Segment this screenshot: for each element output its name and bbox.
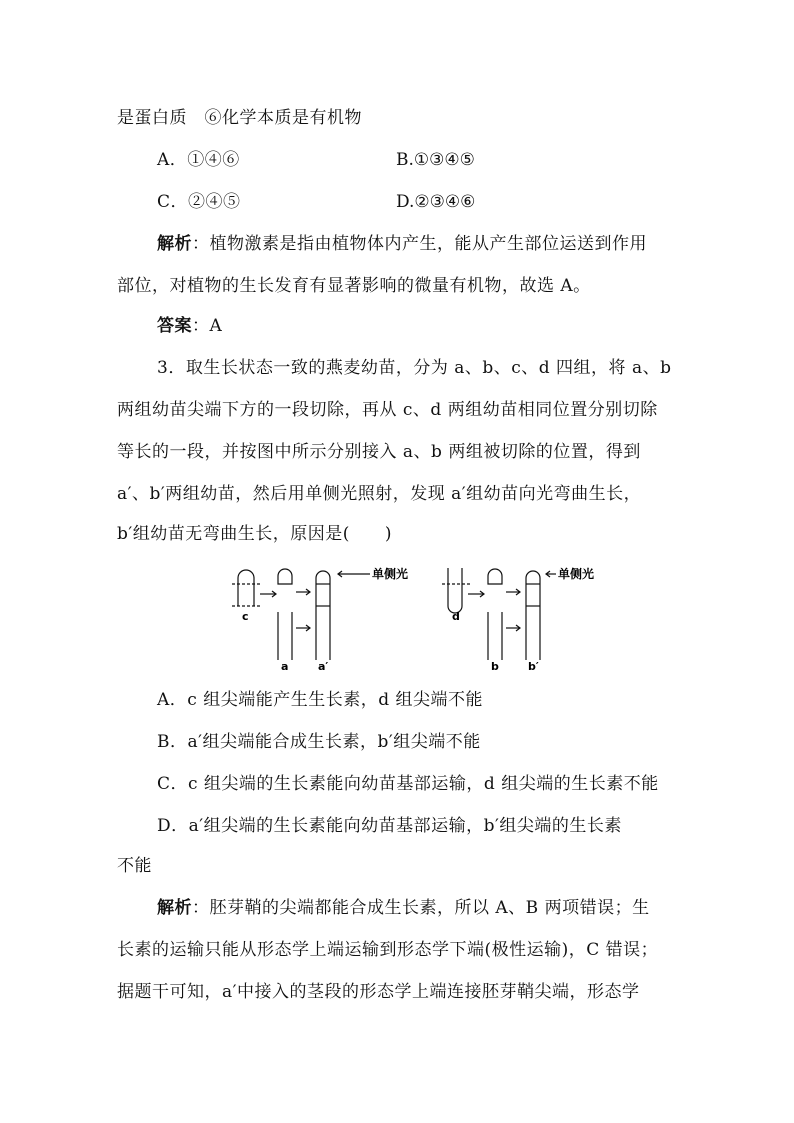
seedling-b: [488, 612, 502, 660]
answer-text: ：A: [192, 316, 223, 336]
analysis-label: 解析: [157, 898, 192, 918]
question3-stem-line: a′、b′两组幼苗，然后用单侧光照射，发现 a′组幼苗向光弯曲生长，: [117, 484, 642, 504]
tip-piece: [488, 569, 502, 584]
label-a-prime: a′: [318, 660, 329, 673]
option-b: B.①③④⑤: [396, 150, 475, 170]
answer-line: [157, 314, 222, 338]
light-label: 单侧光: [372, 567, 409, 581]
label-c: c: [242, 610, 249, 623]
experiment-diagram: [230, 562, 610, 672]
label-a: a: [281, 660, 289, 673]
analysis-text: ：胚芽鞘的尖端都能合成生长素，所以 A、B 两项错误；生: [192, 898, 650, 918]
option-c: C．②④⑤: [157, 192, 241, 212]
answer-label: 答案: [157, 316, 192, 336]
seedling-d: [448, 568, 462, 613]
question3-option-b: B．a′组尖端能合成生长素，b′组尖端不能: [157, 732, 481, 752]
seedling-c: [238, 570, 254, 606]
label-b-prime: b′: [528, 660, 539, 673]
question3-stem-line: b′组幼苗无弯曲生长，原因是( ): [117, 524, 393, 544]
question3-option-d-cont: 不能: [117, 856, 152, 876]
analysis-label: 解析: [157, 234, 192, 254]
analysis-paragraph: [157, 232, 647, 256]
analysis-line: 据题干可知，a′中接入的茎段的形态学上端连接胚芽鞘尖端，形态学: [117, 982, 640, 1002]
seedling-a: [278, 612, 292, 660]
option-a: A．①④⑥: [157, 150, 240, 170]
intro-line: 是蛋白质 ⑥化学本质是有机物: [117, 108, 362, 128]
label-d: d: [452, 610, 460, 623]
question3-analysis: [157, 896, 650, 920]
question3-option-d: D．a′组尖端的生长素能向幼苗基部运输，b′组尖端的生长素: [157, 816, 622, 836]
question3-stem-line: 两组幼苗尖端下方的一段切除，再从 c、d 两组幼苗相同位置分别切除: [117, 400, 658, 420]
question3-stem-line: 等长的一段，并按图中所示分别接入 a、b 两组被切除的位置，得到: [117, 442, 641, 462]
label-b: b: [491, 660, 499, 673]
tip-piece: [278, 569, 292, 584]
analysis-line: 长素的运输只能从形态学上端运输到形态学下端(极性运输)，C 错误；: [117, 940, 659, 960]
experiment-figure: [230, 562, 610, 672]
question3-option-c: C．c 组尖端的生长素能向幼苗基部运输，d 组尖端的生长素不能: [157, 774, 659, 794]
light-label: 单侧光: [558, 567, 595, 581]
option-d: D.②③④⑥: [396, 192, 476, 212]
analysis-text: ：植物激素是指由植物体内产生，能从产生部位运送到作用: [192, 234, 647, 254]
question3-stem-line: 3．取生长状态一致的燕麦幼苗，分为 a、b、c、d 四组，将 a、b: [157, 358, 672, 378]
question3-option-a: A．c 组尖端能产生生长素，d 组尖端不能: [157, 690, 483, 710]
analysis-line: 部位，对植物的生长发育有显著影响的微量有机物，故选 A。: [117, 276, 591, 296]
